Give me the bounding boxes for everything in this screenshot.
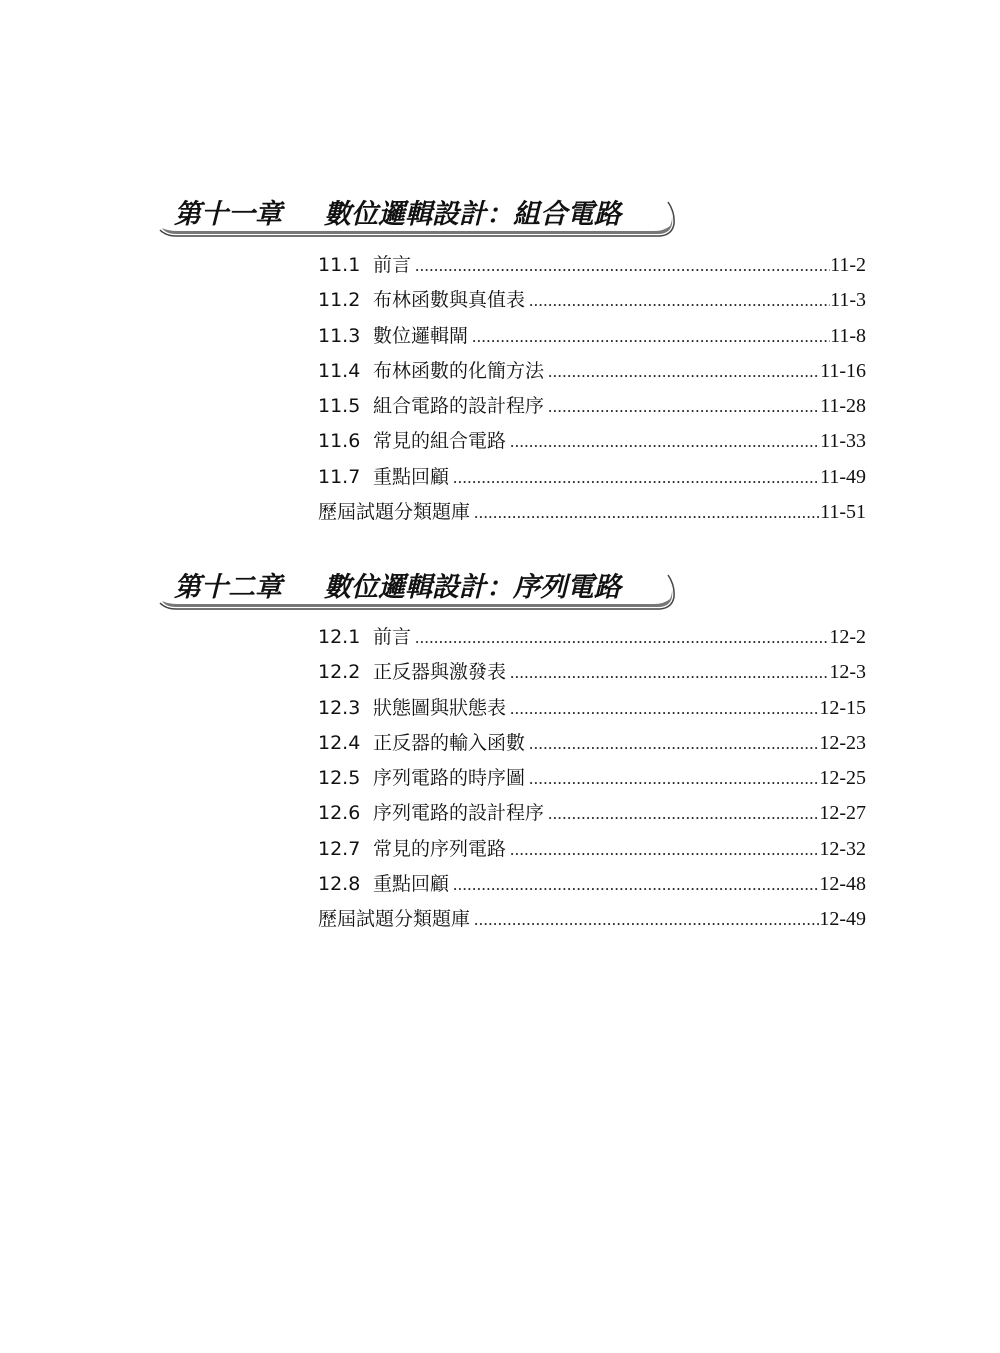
toc-entry[interactable]: [318, 426, 866, 461]
dot-leader: [506, 432, 820, 452]
chapter-name: 數位邏輯設計：序列電路: [324, 572, 621, 603]
entry-page: 12-2: [829, 626, 866, 648]
entry-page: 11-49: [820, 465, 866, 488]
entry-title: 正反器的輸入函數: [373, 731, 526, 754]
toc-entry[interactable]: [318, 763, 866, 798]
toc-entry[interactable]: [318, 693, 866, 728]
toc-entry[interactable]: [318, 497, 866, 532]
toc-list: [318, 250, 866, 532]
entry-title: 數位邏輯閘: [373, 324, 469, 347]
toc-entry[interactable]: [318, 622, 866, 657]
chapter-title: [174, 192, 621, 231]
dot-leader: [470, 503, 820, 523]
chapter-heading: [158, 563, 676, 613]
entry-page: 12-23: [819, 731, 866, 754]
entry-title: 前言: [373, 254, 412, 276]
entry-title: 狀態圖與狀態表: [373, 696, 507, 719]
entry-page: 12-48: [819, 873, 866, 896]
entry-title: 正反器與激發表: [373, 661, 507, 684]
entry-number: 12.3: [318, 696, 361, 719]
entry-number: 11.5: [318, 395, 361, 418]
entry-number: 12.8: [318, 873, 361, 896]
entry-number: 11.2: [318, 289, 361, 312]
toc-entry[interactable]: [318, 834, 866, 869]
chapter-number: 第十二章: [174, 572, 282, 603]
entry-page: 11-3: [830, 289, 866, 312]
entry-page: 11-16: [820, 359, 866, 382]
dot-leader: [544, 397, 820, 417]
entry-title: 常見的組合電路: [373, 430, 507, 453]
entry-title: 序列電路的時序圖: [373, 767, 526, 790]
entry-number: 12.4: [318, 731, 361, 754]
dot-leader: [525, 769, 819, 789]
entry-number: 12.1: [318, 626, 361, 648]
entry-number: 12.2: [318, 661, 361, 684]
entry-number: 11.6: [318, 430, 361, 453]
dot-leader: [411, 256, 830, 276]
dot-leader: [506, 699, 819, 719]
entry-title: 歷屆試題分類題庫: [318, 908, 471, 931]
entry-title: 歷屆試題分類題庫: [318, 501, 471, 524]
entry-page: 12-15: [819, 696, 866, 719]
chapter-heading: [158, 190, 676, 240]
entry-number: 11.1: [318, 254, 361, 276]
entry-page: 11-51: [820, 501, 866, 524]
dot-leader: [506, 840, 819, 860]
toc-entry[interactable]: [318, 462, 866, 497]
entry-page: 11-33: [820, 430, 866, 453]
toc-entry[interactable]: [318, 798, 866, 833]
dot-leader: [411, 628, 829, 648]
dot-leader: [525, 291, 830, 311]
chapter-title: [174, 565, 621, 604]
entry-page: 12-25: [819, 767, 866, 790]
toc-entry[interactable]: [318, 904, 866, 939]
entry-number: 12.7: [318, 837, 361, 860]
chapter-number: 第十一章: [174, 199, 282, 230]
dot-leader: [544, 804, 819, 824]
dot-leader: [506, 663, 829, 683]
entry-title: 常見的序列電路: [373, 837, 507, 860]
entry-number: 11.3: [318, 324, 361, 347]
dot-leader: [468, 327, 830, 347]
entry-title: 序列電路的設計程序: [373, 802, 545, 825]
dot-leader: [470, 910, 819, 930]
entry-page: 12-49: [819, 908, 866, 931]
entry-number: 12.6: [318, 802, 361, 825]
toc-entry[interactable]: [318, 321, 866, 356]
toc-entry[interactable]: [318, 869, 866, 904]
dot-leader: [449, 875, 819, 895]
entry-number: 11.7: [318, 465, 361, 488]
entry-number: 12.5: [318, 767, 361, 790]
toc-entry[interactable]: [318, 250, 866, 285]
toc-entry[interactable]: [318, 391, 866, 426]
entry-page: 11-28: [820, 395, 866, 418]
entry-title: 布林函數與真值表: [373, 289, 526, 312]
entry-page: 11-2: [830, 254, 866, 276]
entry-title: 前言: [373, 626, 412, 648]
entry-page: 12-32: [819, 837, 866, 860]
entry-title: 重點回顧: [373, 873, 450, 896]
entry-title: 組合電路的設計程序: [373, 395, 545, 418]
chapter-name: 數位邏輯設計：組合電路: [324, 199, 621, 230]
toc-entry[interactable]: [318, 285, 866, 320]
entry-title: 布林函數的化簡方法: [373, 359, 545, 382]
toc-entry[interactable]: [318, 356, 866, 391]
dot-leader: [544, 362, 820, 382]
toc-entry[interactable]: [318, 657, 866, 692]
entry-number: 11.4: [318, 359, 361, 382]
toc-entry[interactable]: [318, 728, 866, 763]
dot-leader: [449, 468, 820, 488]
toc-list: [318, 622, 866, 940]
entry-page: 11-8: [830, 324, 866, 347]
entry-page: 12-3: [829, 661, 866, 684]
entry-page: 12-27: [819, 802, 866, 825]
dot-leader: [525, 734, 819, 754]
entry-title: 重點回顧: [373, 465, 450, 488]
